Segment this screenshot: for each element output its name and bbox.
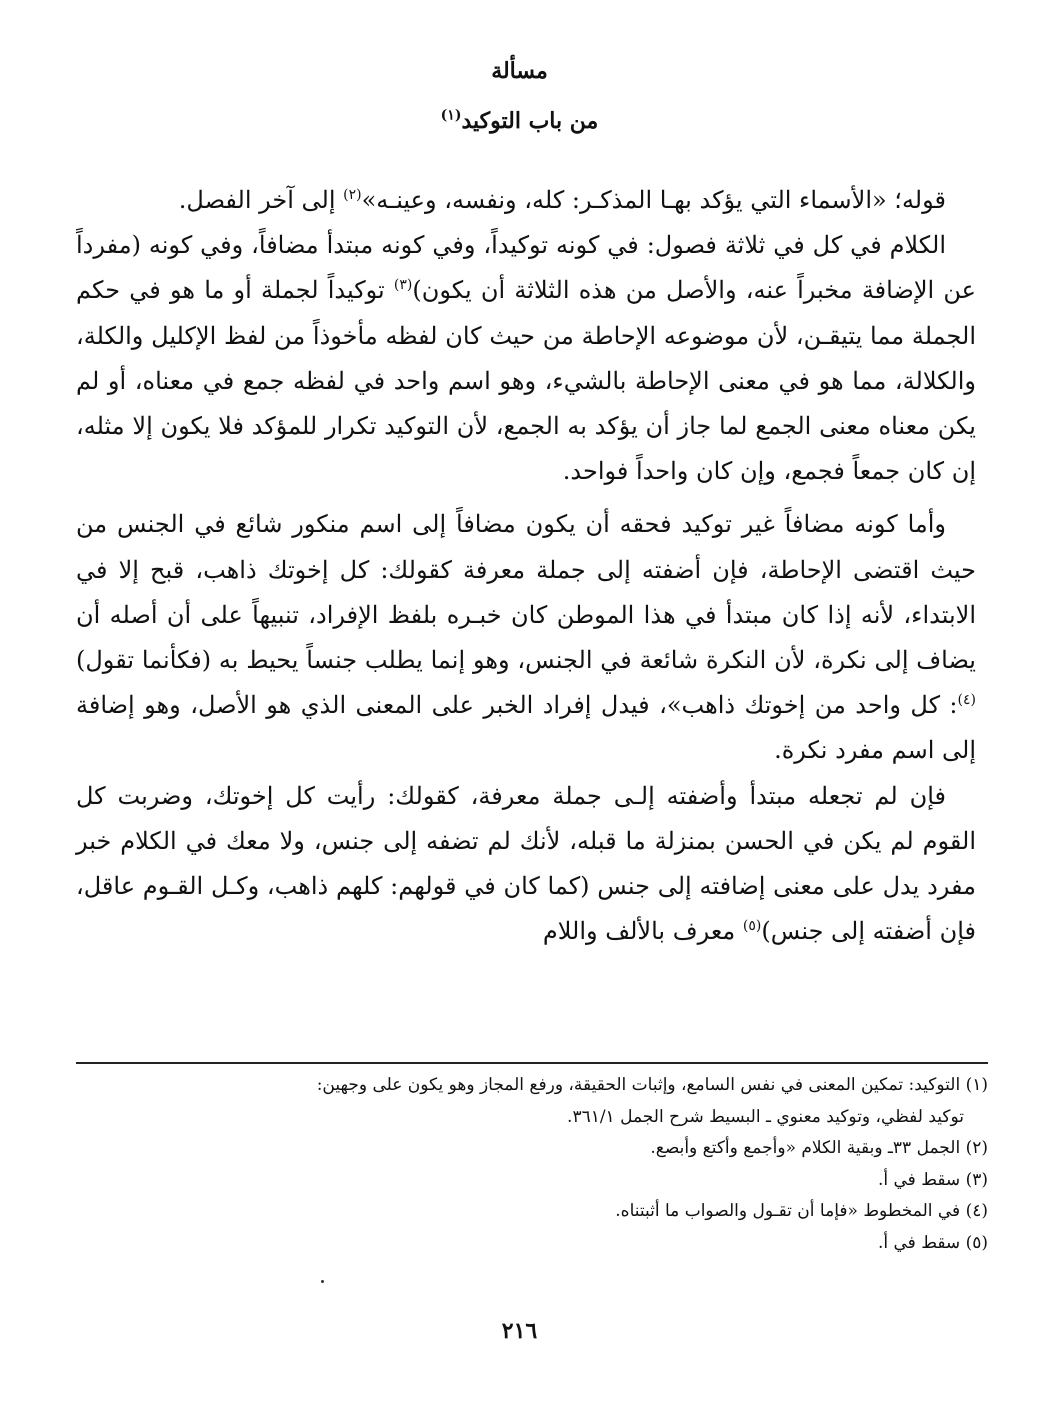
footnote-1-continuation: توكيد لفظي، وتوكيد معنوي ـ البسيط شرح الجمل ٣٦١/١. xyxy=(567,1106,964,1127)
footnote-5: (٥) سقط في أ. xyxy=(877,1232,988,1253)
footnote-3: (٣) سقط في أ. xyxy=(877,1169,988,1190)
paragraph-3-text-b: : كل واحد من إخوتك ذاهب»، فيدل إفراد الخبر على المعنى الذي هو الأصل، وهو إضافة إلى اسم مفرد نكرة. xyxy=(76,691,976,765)
page-title xyxy=(0,56,1039,86)
page-number: ٢١٦ xyxy=(501,1318,538,1344)
footnote-ref-2: (٢) xyxy=(343,187,362,203)
paragraph-2-text-b: توكيداً لجملة أو ما هو في حكم الجملة مما يتيقـن، لأن موضوعه الإحاطة من حيث كان لفظه مأخوذاً من لفظ الإكليل والكلة، والكلالة، مما هو في معنى الإحاطة بالشيء، وهو اسم واحد في لفظه جمع في معناه، أو لم يكن معناه معنى الجمع لما جاز أن يؤكد به الجمع، لأن التوكيد تكرار للمؤكد فلا يكون إلا مثله، إن كان جمعاً فجمع، وإن كان واحداً فواحد. xyxy=(76,276,976,486)
footnote-4: (٤) في المخطوط «فإما أن تقـول والصواب ما أثبتناه. xyxy=(615,1201,988,1221)
footnote-2: (٢) الجمل ٣٣ـ وبقية الكلام «وأجمع وأكتع وأبصع. xyxy=(650,1138,988,1158)
paragraph-4 xyxy=(76,774,976,955)
footnote-ref-1: (١) xyxy=(440,107,462,124)
paragraph-2-text-a: الكلام في كل في ثلاثة فصول: في كونه توكيداً، وفي كونه مبتدأ مضافاً، وفي كونه (مفرداً عن الإضافة مخبراً عنه، والأصل من هذه الثلاثة أن يكون) xyxy=(76,231,976,305)
paragraph-3 xyxy=(76,502,976,773)
paragraph-1-text-a: قوله؛ «الأسماء التي يؤكد بهـا المذكـر: كله، ونفسه، وعينـه» xyxy=(361,186,946,214)
paragraph-3-text-a: وأما كونه مضافاً غير توكيد فحقه أن يكون مضافاً إلى اسم منكور شائع في الجنس من حيث اقتضى الإحاطة، فإن أضفته إلى جملة معرفة كقولك: كل إخوتك ذاهب، قبح إلا في الابتداء، لأنه إذا كان مبتدأ في هذا الموطن كان خبـره بلفظ الإفراد، تنبيهاً على أن أصله أن يضاف إلى نكرة، لأن النكرة شائعة في الجنس، وهو إنما يطلب جنساً يحيط به (فكأنما تقول) xyxy=(76,510,976,675)
title-text: مسألة xyxy=(491,58,548,84)
main-text xyxy=(76,178,976,954)
paragraph-4-text-a: فإن لم تجعله مبتدأ وأضفته إلـى جملة معرفة، كقولك: رأيت كل إخوتك، وضربت كل القوم لم يكن في الحسن بمنزلة ما قبله، لأنك لم تضفه إلى جنس، ولا معك في الكلام خبر مفرد يدل على معنى إضافته إلى جنس (كما كان في قولهم: كلهم ذاهب، وكـل القـوم عاقل، فإن أضفته إلى جنس) xyxy=(76,781,977,946)
page-subtitle xyxy=(0,104,1039,138)
footnote-divider xyxy=(76,1062,988,1064)
footnotes xyxy=(70,1070,988,1259)
paragraph-1 xyxy=(76,178,976,223)
paragraph-4-text-b: معرف بالألف واللام xyxy=(542,917,743,946)
footnote-ref-3: (٣) xyxy=(393,277,413,294)
footnote-ref-5: (٥) xyxy=(742,918,762,935)
footnote-ref-4: (٤) xyxy=(957,692,976,709)
paragraph-1-text-b: إلى آخر الفصل. xyxy=(178,186,344,214)
subtitle-text: من باب التوكيد xyxy=(461,108,599,134)
paragraph-2 xyxy=(76,223,976,494)
footnote-1: (١) التوكيد: تمكين المعنى في نفس السامع، وإثبات الحقيقة، ورفع المجاز وهو يكون على وجهين: xyxy=(316,1075,988,1095)
scan-speck xyxy=(321,1280,324,1283)
